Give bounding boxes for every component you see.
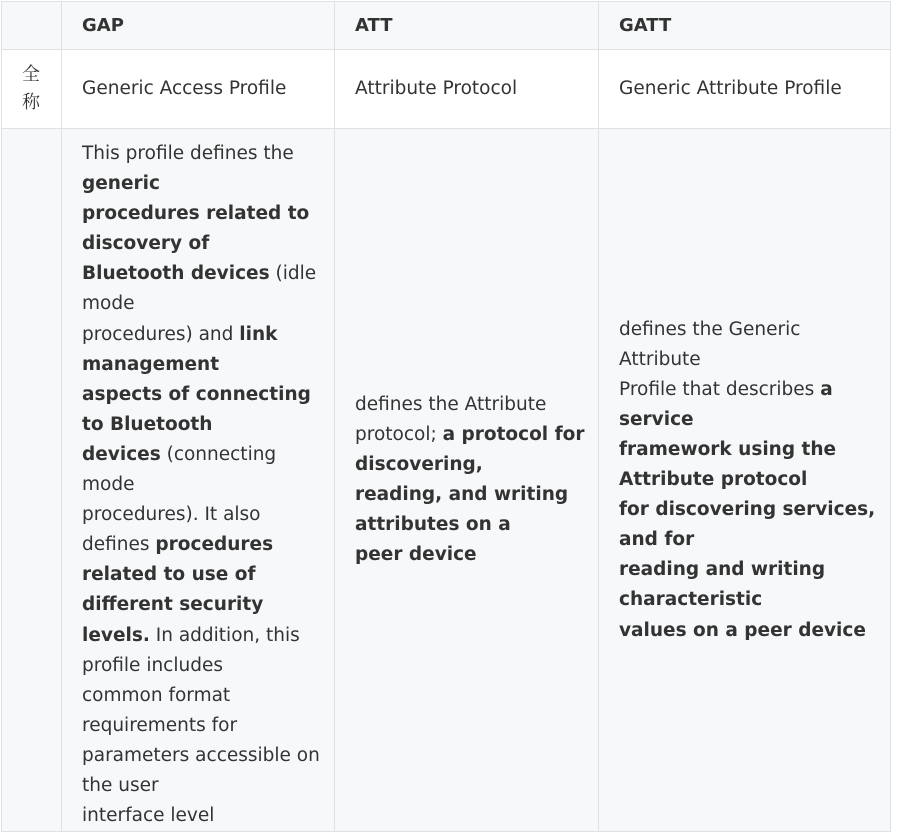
description-line [355,510,578,540]
gatt-full-name-cell: Generic Attribute Profile [599,50,891,129]
bold-text: service [619,408,694,430]
description-line [82,259,316,289]
description-line [82,410,316,440]
description-line [82,530,316,560]
bold-text: and for [619,529,695,551]
full-name-label-char: 称 [22,92,40,113]
bold-text: management [82,353,220,375]
full-name-row [2,50,891,129]
text-segment: interface level [82,805,215,827]
bold-text: peer device [355,544,477,566]
text-segment: parameters accessible on [82,744,320,766]
bold-text: reading and writing [619,559,826,581]
bold-text: discovery of [82,233,210,255]
description-line [82,470,316,500]
att-description-cell [335,129,599,832]
bold-text: framework using the [619,438,837,460]
description-line [619,435,870,465]
description-line [82,711,316,741]
bold-text: procedures related to [82,203,310,225]
description-line [619,555,870,585]
description-line [82,199,316,229]
description-line [355,480,578,510]
description-line [82,741,320,771]
description-line [82,590,316,620]
text-segment: defines the Generic [619,318,801,340]
text-segment: (connecting [160,443,277,465]
header-cell-gap: GAP [62,2,335,50]
bold-text: devices [82,443,161,465]
description-line [619,585,870,615]
header-cell-empty [2,2,62,50]
text-segment: defines [82,534,156,556]
description-line [82,771,316,801]
header-row [2,2,891,50]
bold-text: reading, and writing [355,484,569,506]
text-segment: common format [82,684,231,706]
full-name-label-char: 全 [22,64,40,85]
description-line [355,540,578,570]
att-full-name-cell: Attribute Protocol [335,50,599,129]
gatt-description-cell [599,129,891,832]
bold-text: generic [82,173,160,195]
comparison-table [1,1,891,832]
text-segment: mode [82,293,135,315]
bold-text: Attribute protocol [619,469,808,491]
description-line [619,465,870,495]
description-line [82,169,316,199]
bold-text: a protocol for [442,423,585,445]
description-line [82,560,316,590]
header-cell-att: ATT [335,2,599,50]
description-line [82,229,316,259]
text-segment: Profile that describes [619,378,821,400]
description-label-cell [2,129,62,832]
bold-text: Bluetooth devices [82,263,270,285]
description-line [82,320,316,350]
bold-text: for discovering services, [619,499,876,521]
description-line [82,500,316,530]
bold-text: link [239,323,278,345]
header-cell-gatt: GATT [599,2,891,50]
text-segment: defines the Attribute [355,393,547,415]
description-line [82,139,316,169]
bold-text: related to use of [82,564,256,586]
bold-text: values on a peer device [619,619,866,641]
text-segment: (idle [269,263,317,285]
bold-text: aspects of connecting [82,383,311,405]
description-line [82,621,316,651]
text-segment: procedures) and [82,323,240,345]
text-segment: This profile defines the [82,143,294,164]
description-line [619,405,870,435]
description-line [82,380,316,410]
description-line [82,289,316,319]
text-segment: requirements for [82,714,238,736]
bold-text: characteristic [619,589,763,611]
text-segment: Attribute [619,348,701,370]
description-line [619,315,870,345]
description-line [82,801,316,831]
bold-text: discovering, [355,453,483,475]
description-line [619,375,870,405]
description-line [619,345,870,375]
bold-text: levels. [82,624,150,646]
description-line [82,440,316,470]
description-line [619,616,870,646]
full-name-label-cell [2,50,62,129]
description-line [355,390,578,420]
description-line [82,681,316,711]
text-segment: the user [82,774,159,796]
description-line [355,450,578,480]
description-line [82,651,316,681]
description-row [2,129,891,832]
description-line [619,525,870,555]
text-segment: In addition, this [149,624,300,646]
gap-full-name-cell: Generic Access Profile [62,50,335,129]
description-line [619,495,876,525]
gap-description-cell [62,129,335,832]
bold-text: attributes on a [355,514,511,536]
bold-text: a [820,378,833,400]
text-segment: profile includes [82,654,223,676]
bold-text: different security [82,594,264,616]
description-line [82,350,316,380]
bold-text: to Bluetooth [82,413,213,435]
text-segment: procedures). It also [82,504,261,526]
text-segment: protocol; [355,423,443,445]
description-line [355,420,585,450]
bold-text: procedures [155,534,274,556]
text-segment: mode [82,474,135,496]
